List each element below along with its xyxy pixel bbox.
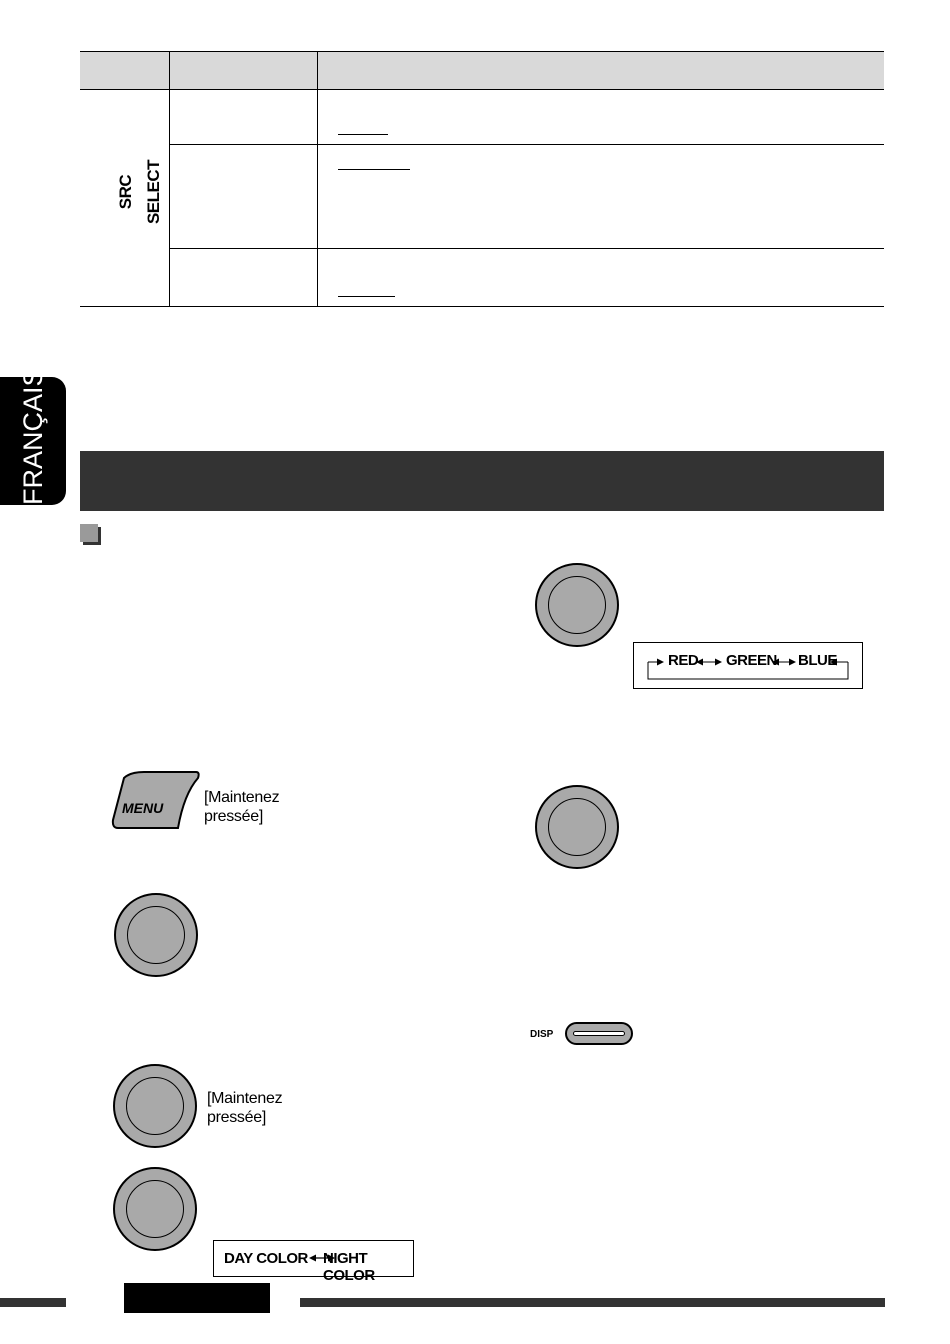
table-col-divider-1 <box>169 51 170 307</box>
rgb-blue-label: BLUE <box>798 652 837 669</box>
table-row-divider-2 <box>169 248 884 249</box>
default-option-underline-2 <box>338 169 410 170</box>
rgb-green-label: GREEN <box>726 652 777 669</box>
control-dial-icon <box>113 1167 197 1251</box>
table-header-row <box>80 51 884 90</box>
hold-instruction-1: [Maintenez pressée] <box>204 789 280 825</box>
menu-button-icon <box>110 770 200 832</box>
default-option-underline-1 <box>338 134 388 135</box>
table-col-divider-2 <box>317 51 318 307</box>
control-dial-icon <box>113 1064 197 1148</box>
language-side-tab-label: FRANÇAIS <box>18 368 48 505</box>
menu-button-label: MENU <box>122 800 164 816</box>
rgb-color-cycle-box <box>633 642 863 689</box>
day-color-label: DAY COLOR <box>224 1250 308 1267</box>
hold-instruction-2: [Maintenez pressée] <box>207 1090 283 1126</box>
section-header-bar <box>80 451 884 511</box>
disp-button-label: DISP <box>530 1029 554 1040</box>
language-side-tab <box>0 368 66 505</box>
subsection-bullet-icon <box>80 524 98 542</box>
footer-page-block <box>124 1283 270 1313</box>
day-night-color-box <box>213 1240 414 1284</box>
table-vertical-label: SRC SELECT <box>116 159 163 225</box>
disp-button-icon <box>565 1022 633 1045</box>
table-row-divider-1 <box>169 144 884 145</box>
control-dial-icon <box>114 893 198 977</box>
default-option-underline-3 <box>338 296 395 297</box>
footer-bar-right <box>300 1298 885 1307</box>
control-dial-icon <box>535 563 619 647</box>
control-dial-icon <box>535 785 619 869</box>
rgb-red-label: RED <box>668 652 699 669</box>
night-color-label: NIGHT COLOR <box>323 1250 375 1284</box>
footer-bar-left <box>0 1298 66 1307</box>
table-bottom-border <box>80 306 884 307</box>
